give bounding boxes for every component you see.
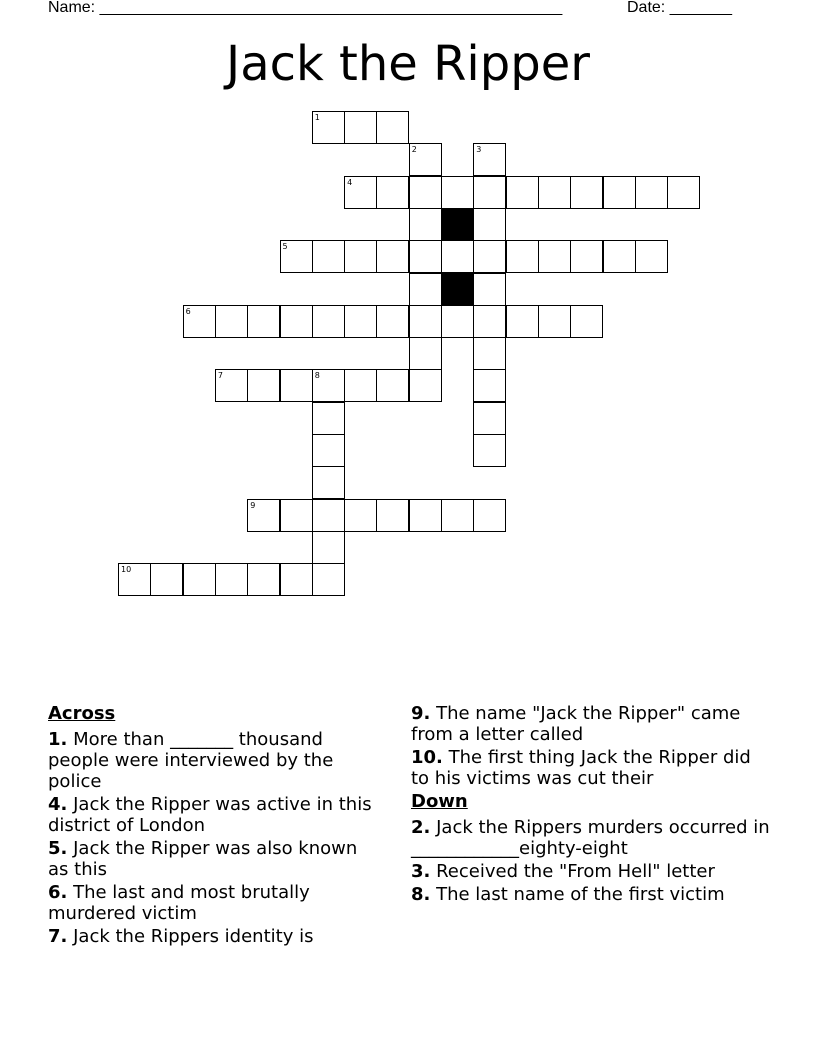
grid-cell[interactable] xyxy=(473,305,506,338)
grid-cell[interactable] xyxy=(506,305,539,338)
clues-column-left xyxy=(48,703,378,949)
grid-cell[interactable] xyxy=(215,305,248,338)
grid-cell[interactable] xyxy=(441,176,474,209)
grid-cell[interactable] xyxy=(409,337,442,370)
grid-cell[interactable] xyxy=(312,402,345,435)
grid-cell[interactable] xyxy=(183,305,216,338)
grid-cell[interactable] xyxy=(344,111,377,144)
grid-cell[interactable] xyxy=(409,240,442,273)
cell-number: 6 xyxy=(185,306,191,316)
grid-cell[interactable] xyxy=(570,176,603,209)
grid-cell[interactable] xyxy=(312,240,345,273)
cell-number: 9 xyxy=(250,500,256,510)
grid-cell[interactable] xyxy=(280,499,313,532)
cell-number: 4 xyxy=(347,177,353,187)
clue-down-2 xyxy=(411,817,771,859)
clue-number: 8. xyxy=(411,884,431,905)
grid-cell[interactable] xyxy=(312,466,345,499)
clue-text: Jack the Rippers identity is xyxy=(73,926,314,947)
clue-across-1 xyxy=(48,729,378,792)
clue-across-9 xyxy=(411,703,771,745)
clue-across-4 xyxy=(48,794,378,836)
grid-cell[interactable] xyxy=(215,369,248,402)
grid-cell[interactable] xyxy=(473,434,506,467)
clue-text: Jack the Ripper was active in this district of London xyxy=(48,794,372,836)
grid-cell[interactable] xyxy=(376,111,409,144)
cell-number: 3 xyxy=(476,145,482,155)
grid-cell[interactable] xyxy=(280,369,313,402)
grid-cell[interactable] xyxy=(603,176,636,209)
grid-cell[interactable] xyxy=(409,305,442,338)
clue-number: 1. xyxy=(48,729,68,750)
clue-number: 9. xyxy=(411,703,431,724)
grid-cell[interactable] xyxy=(376,369,409,402)
grid-cell[interactable] xyxy=(538,176,571,209)
grid-cell[interactable] xyxy=(312,434,345,467)
grid-cell[interactable] xyxy=(118,563,151,596)
clue-text: The first thing Jack the Ripper did to his victims was cut their xyxy=(411,747,751,789)
grid-cell[interactable] xyxy=(570,305,603,338)
grid-cell[interactable] xyxy=(473,176,506,209)
clue-text: The last name of the first victim xyxy=(436,884,725,905)
clues-column-right xyxy=(411,703,771,907)
down-heading: Down xyxy=(411,791,468,812)
across-heading: Across xyxy=(48,703,116,724)
grid-cell[interactable] xyxy=(570,240,603,273)
clue-number: 6. xyxy=(48,882,68,903)
cell-number: 2 xyxy=(411,145,417,155)
grid-cell[interactable] xyxy=(667,176,700,209)
grid-cell[interactable] xyxy=(312,369,345,402)
grid-cell[interactable] xyxy=(441,240,474,273)
name-field[interactable]: Name: ____________________________________________________ xyxy=(48,0,563,16)
grid-cell[interactable] xyxy=(376,240,409,273)
grid-cell[interactable] xyxy=(635,176,668,209)
grid-cell[interactable] xyxy=(441,305,474,338)
clue-text: Jack the Rippers murders occurred in ____________eighty-eight xyxy=(411,817,770,859)
grid-cell[interactable] xyxy=(409,143,442,176)
grid-cell[interactable] xyxy=(150,563,183,596)
grid-cell[interactable] xyxy=(409,273,442,306)
grid-cell[interactable] xyxy=(312,563,345,596)
clue-across-6 xyxy=(48,882,378,924)
blocked-cell xyxy=(441,273,474,306)
grid-cell[interactable] xyxy=(247,369,280,402)
grid-cell[interactable] xyxy=(441,499,474,532)
grid-cell[interactable] xyxy=(376,305,409,338)
grid-cell[interactable] xyxy=(247,305,280,338)
grid-cell[interactable] xyxy=(473,369,506,402)
grid-cell[interactable] xyxy=(344,369,377,402)
grid-cell[interactable] xyxy=(344,240,377,273)
grid-cell[interactable] xyxy=(409,208,442,241)
grid-cell[interactable] xyxy=(473,208,506,241)
grid-cell[interactable] xyxy=(473,499,506,532)
grid-cell[interactable] xyxy=(409,499,442,532)
grid-cell[interactable] xyxy=(376,176,409,209)
cell-number: 5 xyxy=(282,242,288,252)
grid-cell[interactable] xyxy=(215,563,248,596)
cell-number: 7 xyxy=(217,371,223,381)
grid-cell[interactable] xyxy=(247,499,280,532)
clue-text: Received the "From Hell" letter xyxy=(436,861,715,882)
grid-cell[interactable] xyxy=(409,176,442,209)
clue-across-10 xyxy=(411,747,771,789)
grid-cell[interactable] xyxy=(376,499,409,532)
grid-cell[interactable] xyxy=(473,240,506,273)
grid-cell[interactable] xyxy=(538,305,571,338)
page-title: Jack the Ripper xyxy=(226,36,590,92)
clue-text: More than _______ thousand people were interviewed by the police xyxy=(48,729,334,792)
clue-number: 3. xyxy=(411,861,431,882)
clue-down-8 xyxy=(411,884,771,905)
clue-number: 10. xyxy=(411,747,443,768)
grid-cell[interactable] xyxy=(538,240,571,273)
clue-text: The last and most brutally murdered victim xyxy=(48,882,310,924)
grid-cell[interactable] xyxy=(344,176,377,209)
grid-cell[interactable] xyxy=(473,337,506,370)
grid-cell[interactable] xyxy=(344,305,377,338)
grid-cell[interactable] xyxy=(409,369,442,402)
grid-cell[interactable] xyxy=(473,273,506,306)
grid-cell[interactable] xyxy=(312,531,345,564)
grid-cell[interactable] xyxy=(312,111,345,144)
grid-cell[interactable] xyxy=(635,240,668,273)
grid-cell[interactable] xyxy=(603,240,636,273)
cell-number: 1 xyxy=(314,113,320,122)
cell-number: 10 xyxy=(121,565,132,575)
grid-cell[interactable] xyxy=(473,143,506,176)
date-field[interactable]: Date: _______ xyxy=(627,0,732,16)
blocked-cell xyxy=(441,208,474,241)
grid-cell[interactable] xyxy=(280,563,313,596)
grid-cell[interactable] xyxy=(312,305,345,338)
grid-cell[interactable] xyxy=(247,563,280,596)
clue-number: 2. xyxy=(411,817,431,838)
cell-number: 8 xyxy=(314,371,320,381)
clue-number: 7. xyxy=(48,926,68,947)
clue-across-5 xyxy=(48,838,378,880)
clue-text: The name "Jack the Ripper" came from a letter called xyxy=(411,703,741,745)
grid-cell[interactable] xyxy=(473,402,506,435)
grid-cell[interactable] xyxy=(344,499,377,532)
clue-down-3 xyxy=(411,861,771,882)
clue-number: 4. xyxy=(48,794,68,815)
clue-text: Jack the Ripper was also known as this xyxy=(48,838,358,880)
grid-cell[interactable] xyxy=(280,240,313,273)
grid-cell[interactable] xyxy=(506,240,539,273)
clue-across-7 xyxy=(48,926,378,947)
clue-number: 5. xyxy=(48,838,68,859)
grid-cell[interactable] xyxy=(312,499,345,532)
grid-cell[interactable] xyxy=(183,563,216,596)
grid-cell[interactable] xyxy=(506,176,539,209)
grid-cell[interactable] xyxy=(280,305,313,338)
